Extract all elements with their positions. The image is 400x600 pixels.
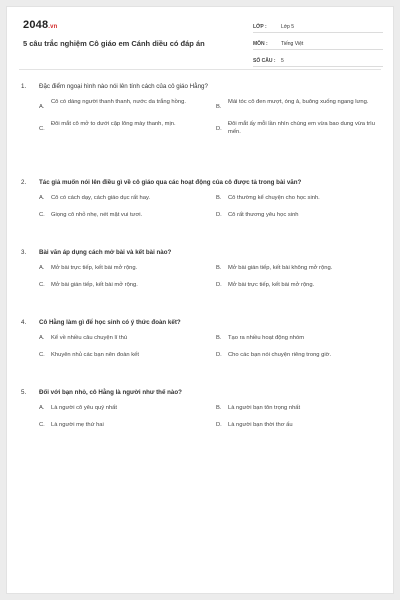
question-5 bbox=[21, 389, 379, 429]
answer-option-d[interactable] bbox=[216, 421, 379, 430]
question-body: Đối với bạn nhỏ, cô Hằng là người như thế nào? bbox=[39, 389, 182, 396]
option-letter: C. bbox=[39, 211, 45, 218]
question-text bbox=[21, 319, 379, 327]
option-letter: C. bbox=[39, 281, 45, 288]
option-letter: D. bbox=[216, 281, 222, 288]
answer-option-c[interactable] bbox=[39, 421, 202, 430]
option-letter: C. bbox=[39, 351, 45, 358]
answer-option-c[interactable] bbox=[39, 120, 202, 137]
option-letter: B. bbox=[216, 335, 222, 341]
answer-option-d[interactable] bbox=[216, 281, 379, 290]
option-text: Kể về nhiều câu chuyện lí thú bbox=[51, 335, 128, 341]
info-row-subject bbox=[253, 36, 383, 50]
option-text: Cho các bạn nói chuyện riêng trong giờ. bbox=[228, 351, 332, 358]
answer-option-d[interactable] bbox=[216, 351, 379, 360]
option-text: Mở bài gián tiếp, kết bài không mở rộng. bbox=[228, 265, 333, 271]
option-letter: B. bbox=[216, 265, 222, 271]
option-letter: A. bbox=[39, 405, 45, 411]
option-text: Là người bạn thời thơ ấu bbox=[228, 421, 293, 428]
answer-options bbox=[21, 334, 379, 359]
option-text: Đôi mắt ấy mỗi lần nhìn chúng em vừa bao dung vừa trìu mến. bbox=[228, 120, 375, 135]
answer-options bbox=[21, 264, 379, 289]
option-text: Cô rất thương yêu học sinh bbox=[228, 211, 299, 218]
option-text: Giọng cô nhỏ nhẹ, nét mặt vui tươi. bbox=[51, 211, 143, 218]
info-row-count bbox=[253, 53, 383, 67]
option-text: Khuyên nhủ các bạn nên đoàn kết bbox=[51, 351, 139, 358]
option-text: Cô thường kể chuyện cho học sinh. bbox=[228, 195, 320, 201]
info-value: Tiếng Việt bbox=[281, 41, 304, 47]
option-text: Cô có dáng người thanh thanh, nước da trắng hồng. bbox=[51, 99, 186, 105]
document-title: 5 câu trắc nghiệm Cô giáo em Cánh diều có đáp án bbox=[23, 39, 205, 48]
option-letter: B. bbox=[216, 405, 222, 411]
info-value: Lớp 5 bbox=[281, 24, 295, 30]
answer-option-b[interactable] bbox=[216, 194, 379, 203]
answer-options bbox=[21, 194, 379, 219]
question-body: Cô Hằng làm gì để học sinh có ý thức đoàn kết? bbox=[39, 319, 181, 326]
question-body: Tác giả muốn nói lên điều gì về cô giáo qua các hoạt động của cô được tả trong bài văn? bbox=[39, 179, 302, 186]
answer-option-a[interactable] bbox=[39, 98, 202, 112]
question-2 bbox=[21, 179, 379, 219]
worksheet-page bbox=[6, 6, 394, 594]
question-3 bbox=[21, 249, 379, 289]
option-letter: A. bbox=[39, 265, 45, 271]
logo-main: 2048 bbox=[23, 19, 49, 31]
option-text: Mở bài trực tiếp, kết bài mở rộng. bbox=[228, 281, 315, 288]
answer-option-b[interactable] bbox=[216, 98, 379, 112]
option-text: Là người bạn tôn trọng nhất bbox=[228, 405, 301, 411]
option-text: Mở bài gián tiếp, kết bài mở rộng. bbox=[51, 281, 138, 288]
answer-option-d[interactable] bbox=[216, 120, 379, 137]
info-row-class bbox=[253, 19, 383, 33]
question-number: 4. bbox=[21, 319, 27, 326]
info-label: LỚP : bbox=[253, 24, 267, 30]
question-number: 1. bbox=[21, 83, 27, 90]
answer-option-b[interactable] bbox=[216, 264, 379, 273]
question-number: 2. bbox=[21, 179, 27, 186]
option-letter: D. bbox=[216, 351, 222, 358]
site-logo[interactable] bbox=[23, 19, 58, 31]
question-1 bbox=[21, 83, 379, 137]
question-text bbox=[21, 389, 379, 397]
question-body: Bài văn áp dụng cách mở bài và kết bài nào? bbox=[39, 249, 172, 256]
question-number: 3. bbox=[21, 249, 27, 256]
option-letter: B. bbox=[216, 104, 222, 110]
header-divider bbox=[19, 69, 381, 70]
info-table bbox=[253, 19, 383, 70]
answer-option-c[interactable] bbox=[39, 351, 202, 360]
option-letter: B. bbox=[216, 195, 222, 201]
worksheet-header bbox=[7, 7, 393, 67]
question-text bbox=[21, 249, 379, 257]
option-text: Tạo ra nhiều hoạt động nhóm bbox=[228, 335, 305, 341]
option-text: Là người mẹ thứ hai bbox=[51, 421, 104, 428]
option-text: Mái tóc cô đen mượt, óng ả, buông xuống ngang lưng. bbox=[228, 99, 369, 105]
answer-option-a[interactable] bbox=[39, 404, 202, 413]
answer-option-d[interactable] bbox=[216, 211, 379, 220]
info-label: SỐ CÂU : bbox=[253, 58, 276, 64]
option-letter: C. bbox=[39, 125, 45, 132]
question-text bbox=[21, 179, 379, 187]
answer-option-a[interactable] bbox=[39, 334, 202, 343]
info-label: MÔN : bbox=[253, 41, 268, 47]
answer-option-a[interactable] bbox=[39, 264, 202, 273]
answer-option-c[interactable] bbox=[39, 211, 202, 220]
answer-option-b[interactable] bbox=[216, 404, 379, 413]
info-value: 5 bbox=[281, 58, 284, 64]
option-letter: A. bbox=[39, 335, 45, 341]
option-text: Mở bài trực tiếp, kết bài mở rộng. bbox=[51, 265, 138, 271]
question-number: 5. bbox=[21, 389, 27, 396]
answer-options bbox=[21, 404, 379, 429]
answer-option-b[interactable] bbox=[216, 334, 379, 343]
option-letter: A. bbox=[39, 104, 45, 110]
answer-option-c[interactable] bbox=[39, 281, 202, 290]
option-letter: A. bbox=[39, 195, 45, 201]
answer-option-a[interactable] bbox=[39, 194, 202, 203]
question-text bbox=[21, 83, 379, 91]
option-text: Đôi mắt cô mở to dưới cặp lông mày thanh, mịn. bbox=[51, 120, 176, 127]
answer-options bbox=[21, 98, 379, 137]
logo-suffix: .vn bbox=[48, 24, 58, 30]
option-letter: D. bbox=[216, 421, 222, 428]
option-letter: D. bbox=[216, 125, 222, 132]
option-text: Cô có cách dạy, cách giáo dục rất hay. bbox=[51, 195, 151, 201]
question-4 bbox=[21, 319, 379, 359]
option-letter: D. bbox=[216, 211, 222, 218]
question-body: Đặc điểm ngoại hình nào nói lên tính cách của cô giáo Hằng? bbox=[39, 83, 208, 90]
option-letter: C. bbox=[39, 421, 45, 428]
option-text: Là người cô yêu quý nhất bbox=[51, 405, 118, 411]
